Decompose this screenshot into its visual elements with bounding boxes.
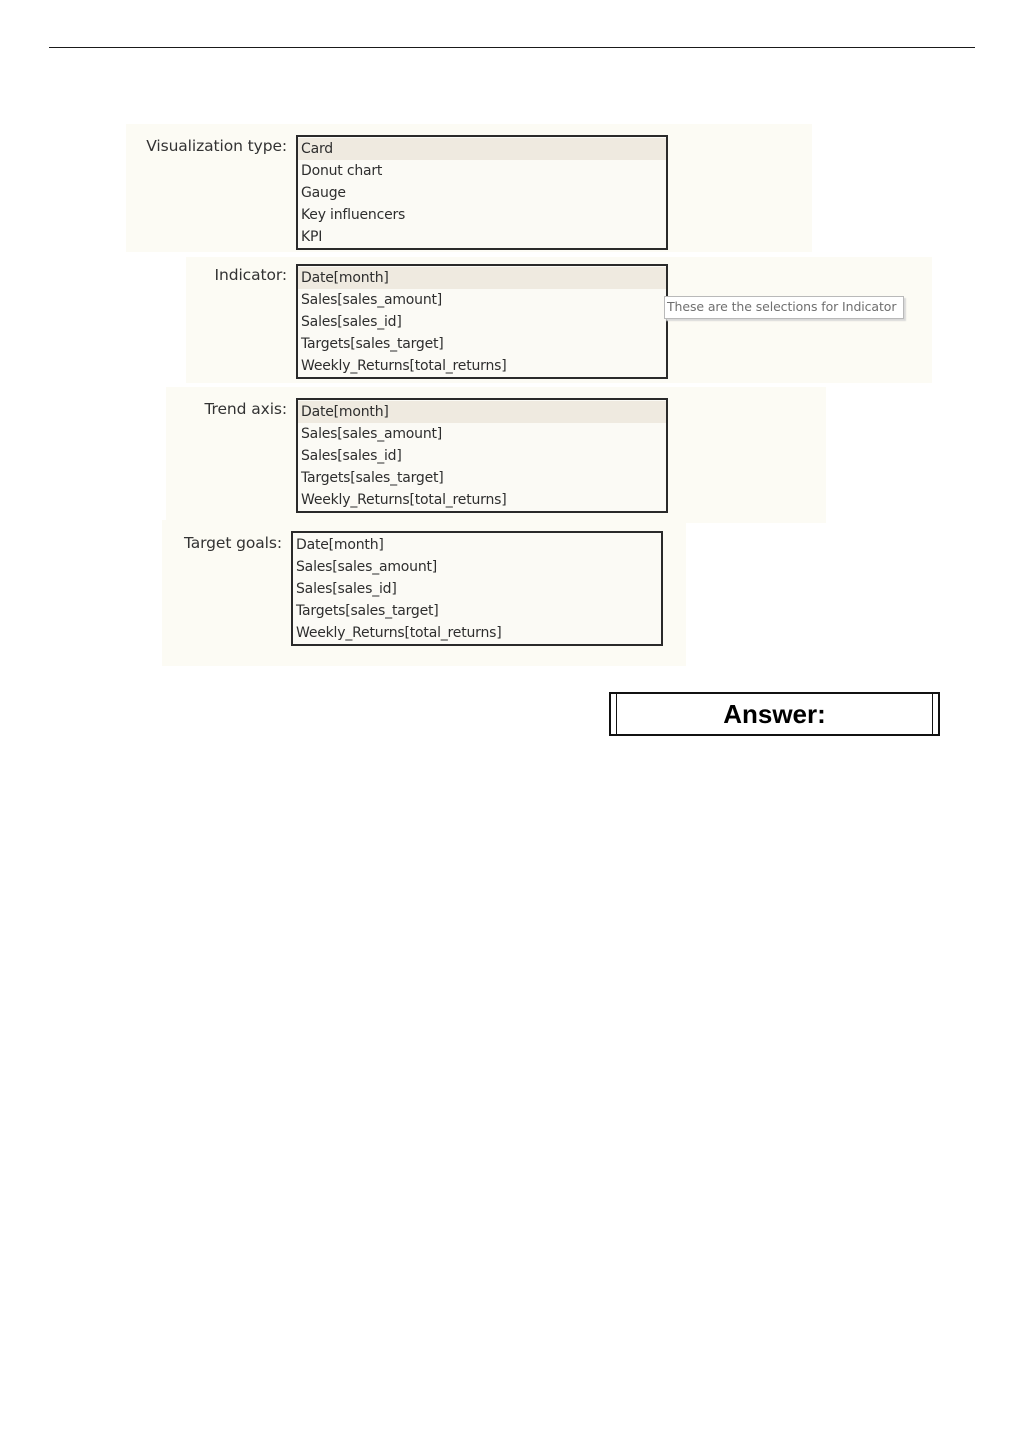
- visualization-type-option[interactable]: Gauge: [301, 185, 346, 201]
- target-goals-option[interactable]: Targets[sales_target]: [296, 603, 439, 619]
- indicator-label: Indicator:: [214, 266, 287, 284]
- trend-axis-listbox[interactable]: [296, 398, 668, 513]
- visualization-type-option[interactable]: KPI: [301, 229, 323, 245]
- indicator-option[interactable]: Weekly_Returns[total_returns]: [301, 358, 507, 374]
- answer-box: [609, 692, 940, 736]
- visualization-type-option[interactable]: Card: [298, 138, 666, 160]
- target-goals-label: Target goals:: [183, 534, 282, 552]
- top-rule: [49, 47, 975, 48]
- indicator-option[interactable]: Sales[sales_id]: [301, 314, 402, 330]
- visualization-type-listbox[interactable]: [296, 135, 668, 250]
- trend-axis-option[interactable]: Sales[sales_id]: [301, 448, 402, 464]
- indicator-option[interactable]: Targets[sales_target]: [301, 336, 444, 352]
- trend-axis-option[interactable]: Targets[sales_target]: [301, 470, 444, 486]
- indicator-tooltip: These are the selections for Indicator: [664, 296, 904, 319]
- trend-axis-label: Trend axis:: [204, 400, 287, 418]
- trend-axis-option[interactable]: Sales[sales_amount]: [301, 426, 443, 442]
- indicator-option[interactable]: Date[month]: [298, 267, 666, 289]
- visualization-type-label: Visualization type:: [146, 137, 287, 155]
- visualization-type-option[interactable]: Donut chart: [301, 163, 383, 179]
- target-goals-option[interactable]: Sales[sales_id]: [296, 581, 397, 597]
- indicator-listbox[interactable]: [296, 264, 668, 379]
- target-goals-option[interactable]: Sales[sales_amount]: [296, 559, 438, 575]
- trend-axis-option[interactable]: Weekly_Returns[total_returns]: [301, 492, 507, 508]
- visualization-type-option[interactable]: Key influencers: [301, 207, 406, 223]
- target-goals-option[interactable]: Date[month]: [296, 537, 384, 553]
- target-goals-option[interactable]: Weekly_Returns[total_returns]: [296, 625, 502, 641]
- target-goals-listbox[interactable]: [291, 531, 663, 646]
- answer-label: Answer:: [723, 699, 826, 729]
- trend-axis-option[interactable]: Date[month]: [298, 401, 666, 423]
- indicator-option[interactable]: Sales[sales_amount]: [301, 292, 443, 308]
